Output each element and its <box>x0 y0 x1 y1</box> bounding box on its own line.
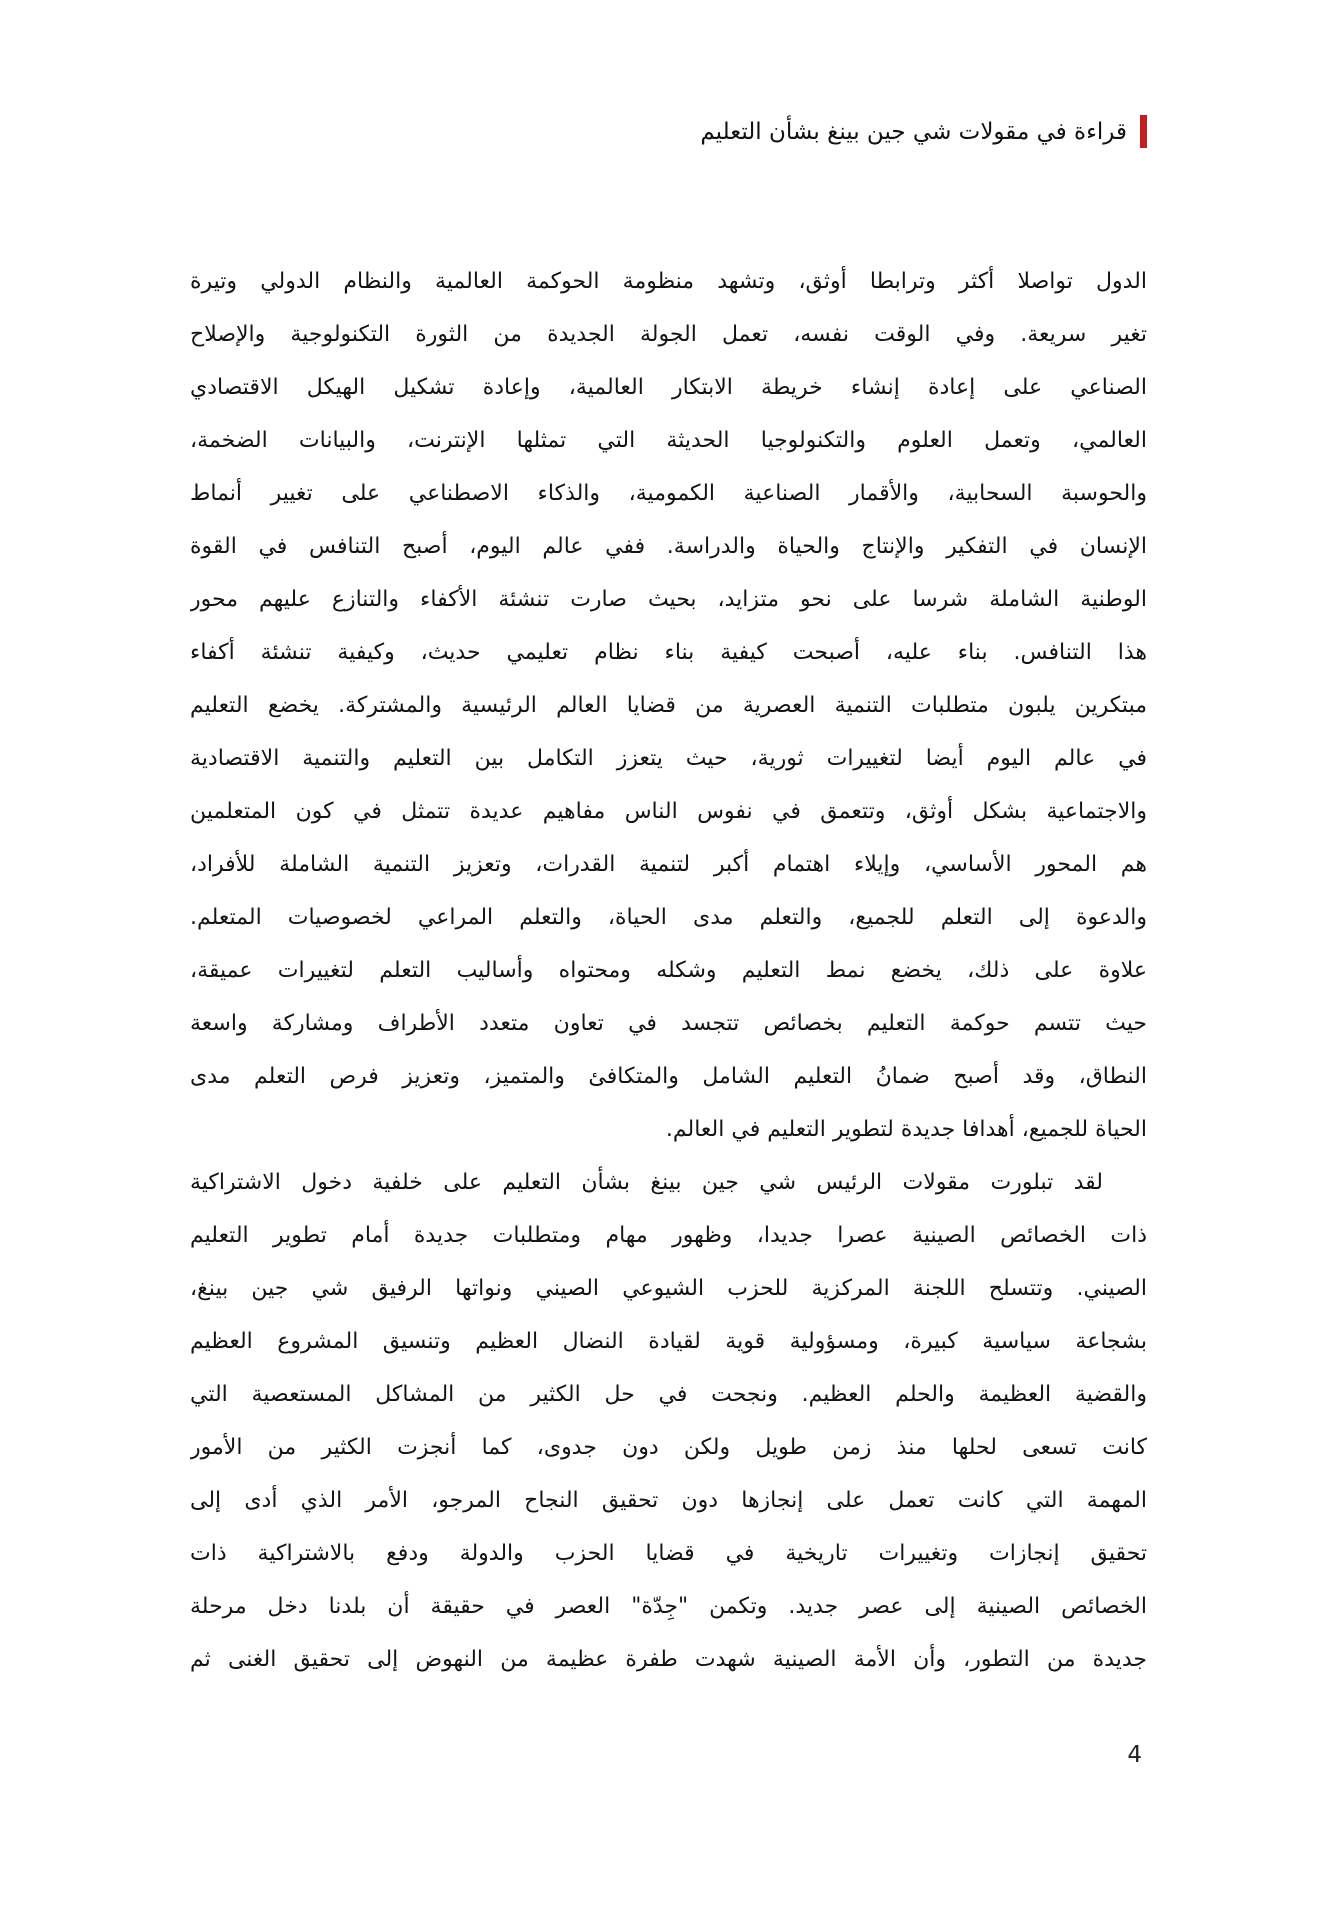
body-line: ذات الخصائص الصينية عصرا جديدا، وظهور مهام ومتطلبات جديدة أمام تطوير التعليم <box>190 1223 1147 1248</box>
body-line: تحقيق إنجازات وتغييرات تاريخية في قضايا الحزب والدولة ودفع بالاشتراكية ذات <box>190 1541 1147 1566</box>
body-text-block <box>190 255 1147 1686</box>
body-line: في عالم اليوم أيضا لتغييرات ثورية، حيث يتعزز التكامل بين التعليم والتنمية الاقتصادية <box>190 746 1147 771</box>
body-line: الوطنية الشاملة شرسا على نحو متزايد، بحيث صارت تنشئة الأكفاء والتنازع عليهم محور <box>190 587 1147 612</box>
body-line: الدول تواصلا أكثر وترابطا أوثق، وتشهد منظومة الحوكمة العالمية والنظام الدولي وتيرة <box>190 269 1147 294</box>
body-line: والقضية العظيمة والحلم العظيم. ونجحت في حل الكثير من المشاكل المستعصية التي <box>190 1382 1147 1407</box>
body-line: هم المحور الأساسي، وإيلاء اهتمام أكبر لتنمية القدرات، وتعزيز التنمية الشاملة للأفراد، <box>190 852 1147 877</box>
body-line: كانت تسعى لحلها منذ زمن طويل ولكن دون جدوى، كما أنجزت الكثير من الأمور <box>190 1435 1147 1460</box>
body-line: علاوة على ذلك، يخضع نمط التعليم وشكله ومحتواه وأساليب التعلم لتغييرات عميقة، <box>190 958 1147 983</box>
body-line: تغير سريعة. وفي الوقت نفسه، تعمل الجولة الجديدة من الثورة التكنولوجية والإصلاح <box>190 322 1147 347</box>
header-accent-bar <box>1140 115 1147 148</box>
body-line: حيث تتسم حوكمة التعليم بخصائص تتجسد في تعاون متعدد الأطراف ومشاركة واسعة <box>190 1011 1147 1036</box>
body-line-paragraph-start: لقد تبلورت مقولات الرئيس شي جين بينغ بشأن التعليم على خلفية دخول الاشتراكية <box>190 1170 1103 1195</box>
body-line: والحوسبة السحابية، والأقمار الصناعية الكمومية، والذكاء الاصطناعي على تغيير أنماط <box>190 481 1147 506</box>
body-line: الخصائص الصينية إلى عصر جديد. وتكمن "جِدّة" العصر في حقيقة أن بلدنا دخل مرحلة <box>190 1594 1147 1619</box>
body-line: مبتكرين يلبون متطلبات التنمية العصرية من قضايا العالم الرئيسية والمشتركة. يخضع التعليم <box>190 693 1147 718</box>
body-line: جديدة من التطور، وأن الأمة الصينية شهدت طفرة عظيمة من النهوض إلى تحقيق الغنى ثم <box>190 1647 1147 1672</box>
body-line: المهمة التي كانت تعمل على إنجازها دون تحقيق النجاح المرجو، الأمر الذي أدى إلى <box>190 1488 1147 1513</box>
header-title: قراءة في مقولات شي جين بينغ بشأن التعليم <box>700 119 1127 145</box>
body-line: بشجاعة سياسية كبيرة، ومسؤولية قوية لقيادة النضال العظيم وتنسيق المشروع العظيم <box>190 1329 1147 1354</box>
body-line: والدعوة إلى التعلم للجميع، والتعلم مدى الحياة، والتعلم المراعي لخصوصيات المتعلم. <box>190 905 1147 930</box>
body-line: الصيني. وتتسلح اللجنة المركزية للحزب الشيوعي الصيني ونواتها الرفيق شي جين بينغ، <box>190 1276 1147 1301</box>
body-line: الصناعي على إعادة إنشاء خريطة الابتكار العالمية، وإعادة تشكيل الهيكل الاقتصادي <box>190 375 1147 400</box>
running-header <box>700 112 1147 152</box>
body-line: والاجتماعية بشكل أوثق، وتتعمق في نفوس الناس مفاهيم عديدة تتمثل في كون المتعلمين <box>190 799 1147 824</box>
body-line: النطاق، وقد أصبح ضمانُ التعليم الشامل والمتكافئ والمتميز، وتعزيز فرص التعلم مدى <box>190 1064 1147 1089</box>
body-line: العالمي، وتعمل العلوم والتكنولوجيا الحديثة التي تمثلها الإنترنت، والبيانات الضخمة، <box>190 428 1147 453</box>
body-line-paragraph-end: الحياة للجميع، أهدافا جديدة لتطوير التعليم في العالم. <box>665 1117 1147 1142</box>
body-line: الإنسان في التفكير والإنتاج والحياة والدراسة. ففي عالم اليوم، أصبح التنافس في القوة <box>190 534 1147 559</box>
page-number: 4 <box>1127 1742 1142 1768</box>
body-line: هذا التنافس. بناء عليه، أصبحت كيفية بناء نظام تعليمي حديث، وكيفية تنشئة أكفاء <box>190 640 1147 665</box>
